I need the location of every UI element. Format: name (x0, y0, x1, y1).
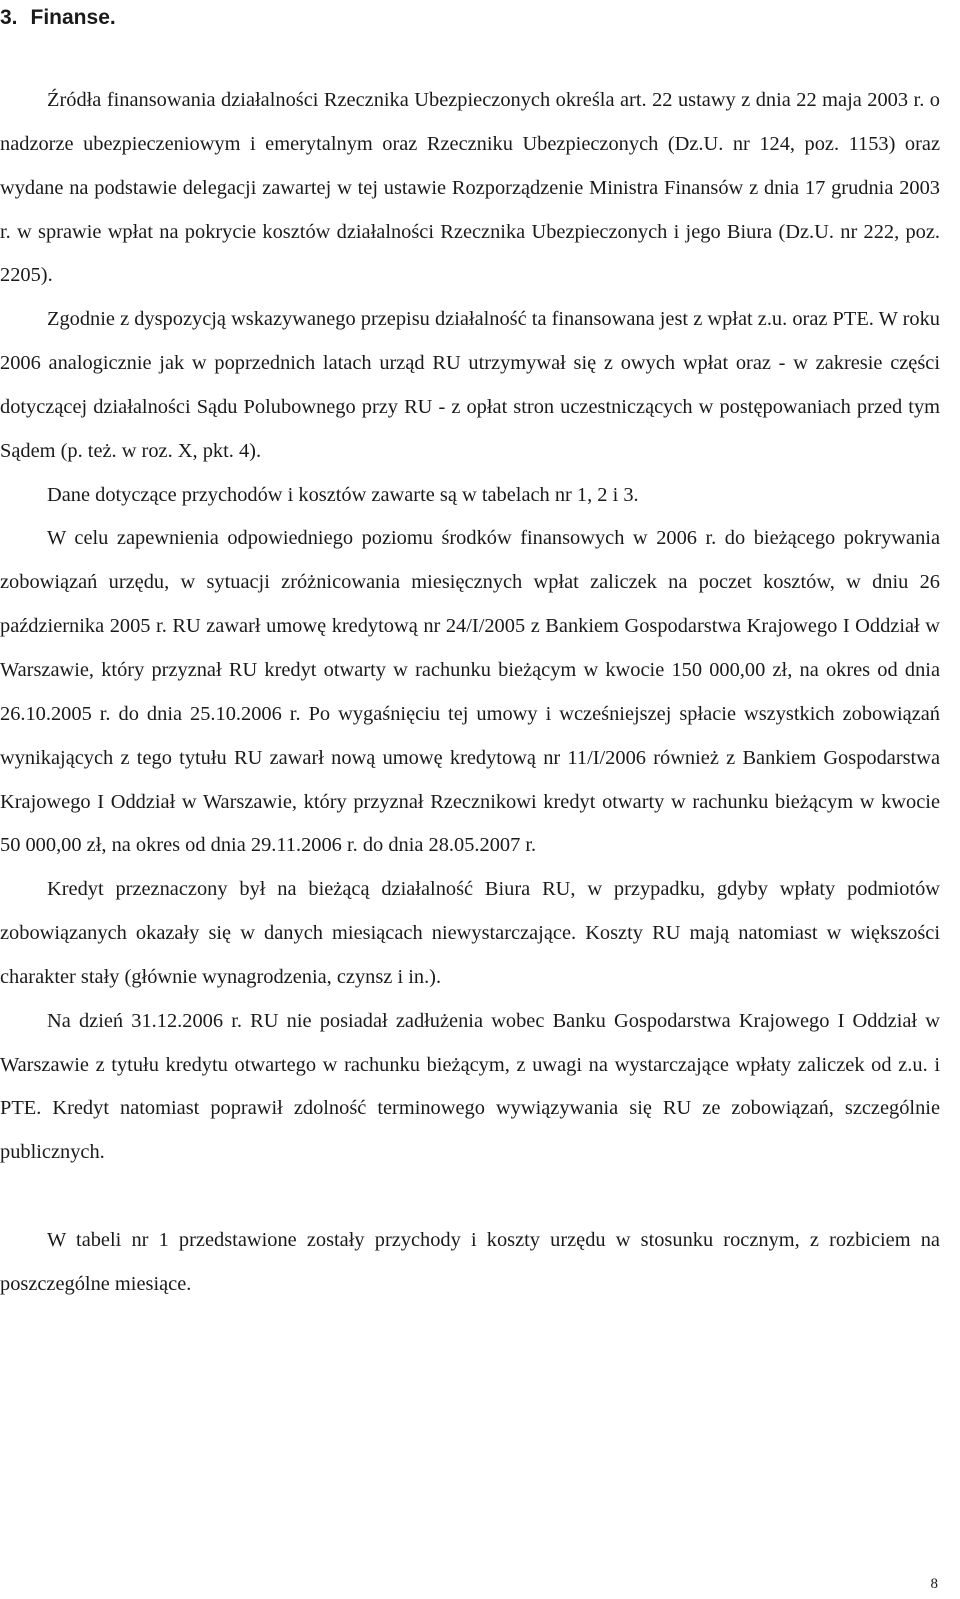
paragraph-credit-agreements: W celu zapewnienia odpowiedniego poziomu środków finansowych w 2006 r. do bieżącego pokrywania zobowiązań urzędu, w sytuacji zróżnicowania miesięcznych wpłat zaliczek na poczet kosztów, w dniu 26 października 2005 r. RU zawarł umowę kredytową nr 24/I/2005 z Bankiem Gospodarstwa Krajowego I Oddział w Warszawie, który przyznał RU kredyt otwarty w rachunku bieżącym w kwocie 150 000,00 zł, na okres od dnia 26.10.2005 r. do dnia 25.10.2006 r. Po wygaśnięciu tej umowy i wcześniejszej spłacie wszystkich zobowiązań wynikających z tego tytułu RU zawarł nową umowę kredytową nr 11/I/2006 również z Bankiem Gospodarstwa Krajowego I Oddział w Warszawie, który przyznał Rzecznikowi kredyt otwarty w rachunku bieżącym w kwocie 50 000,00 zł, na okres od dnia 29.11.2006 r. do dnia 28.05.2007 r. (0, 527, 940, 857)
paragraph-year-end-status: Na dzień 31.12.2006 r. RU nie posiadał zadłużenia wobec Banku Gospodarstwa Krajowego I Oddział w Warszawie z tytułu kredytu otwartego w rachunku bieżącym, z uwagi na wystarczające wpłaty zaliczek od z.u. i PTE. Kredyt natomiast poprawił zdolność terminowego wywiązywania się RU ze zobowiązań, szczególnie publicznych. (0, 1009, 940, 1164)
paragraph-table-intro: W tabeli nr 1 przedstawione zostały przychody i koszty urzędu w stosunku rocznym, z rozbiciem na poszczególne miesiące. (0, 1229, 940, 1295)
paragraph-funding-details: Zgodnie z dyspozycją wskazywanego przepisu działalność ta finansowana jest z wpłat z.u. oraz PTE. W roku 2006 analogicznie jak w poprzednich latach urząd RU utrzymywał się z owych wpłat oraz - w zakresie części dotyczącej działalności Sądu Polubownego przy RU - z opłat stron uczestniczących w postępowaniach przed tym Sądem (p. też. w roz. X, pkt. 4). (0, 308, 940, 462)
section-heading (0, 6, 116, 30)
paragraph-tables-reference: Dane dotyczące przychodów i kosztów zawarte są w tabelach nr 1, 2 i 3. (47, 483, 639, 506)
paragraph-funding-sources: Źródła finansowania działalności Rzecznika Ubezpieczonych określa art. 22 ustawy z dnia 22 maja 2003 r. o nadzorze ubezpieczeniowym i emerytalnym oraz Rzeczniku Ubezpieczonych (Dz.U. nr 124, poz. 1153) oraz wydane na podstawie delegacji zawartej w tej ustawie Rozporządzenie Ministra Finansów z dnia 17 grudnia 2003 r. w sprawie wpłat na pokrycie kosztów działalności Rzecznika Ubezpieczonych i jego Biura (Dz.U. nr 222, poz. 2205). (0, 89, 940, 287)
section-number: 3. (0, 6, 18, 29)
page-number: 8 (930, 1576, 938, 1592)
section-title: Finanse. (30, 6, 116, 29)
document-body (0, 79, 940, 1307)
paragraph-credit-purpose: Kredyt przeznaczony był na bieżącą działalność Biura RU, w przypadku, gdyby wpłaty podmiotów zobowiązanych okazały się w danych miesiącach niewystarczające. Koszty RU mają natomiast w większości charakter stały (głównie wynagrodzenia, czynsz i in.). (0, 878, 940, 988)
